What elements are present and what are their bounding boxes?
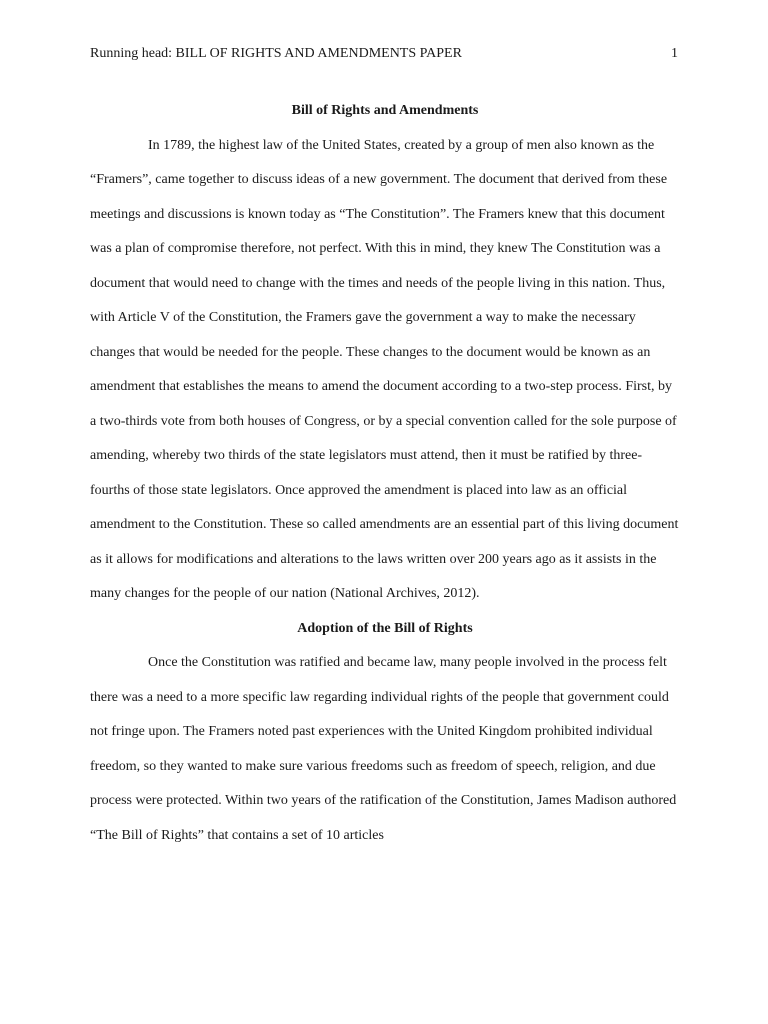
page-number: 1 xyxy=(671,46,678,61)
section-heading-bill-of-rights: Bill of Rights and Amendments xyxy=(291,103,479,118)
section-heading-adoption: Adoption of the Bill of Rights xyxy=(297,620,473,636)
paragraph-adoption: Once the Constitution was ratified and became law, many people involved in the process felt there was a need to a more specific law regarding individual rights of the people that government could not fringe upon. The Framers noted past experiences with the United Kingdom prohibited individual freedom, so they wanted to make sure various freedoms such as freedom of speech, religion, and due process were protected. Within two years of the ratification of the Constitution, James Madison authored “The Bill of Rights” that contains a set of 10 articles xyxy=(90,655,677,843)
running-head: Running head: BILL OF RIGHTS AND AMENDMENTS PAPER xyxy=(90,46,462,61)
document-body xyxy=(90,94,680,853)
page-header xyxy=(90,46,678,66)
paragraph-intro: In 1789, the highest law of the United States, created by a group of men also known as the “Framers”, came together to discuss ideas of a new government. The document that derived from these meetings and discussions is known today as “The Constitution”. The Framers knew that this document was a plan of compromise therefore, not perfect. With this in mind, they knew The Constitution was a document that would need to change with the times and needs of the people living in this nation. Thus, with Article V of the Constitution, the Framers gave the government a way to make the necessary changes that would be needed for the people. These changes to the document would be known as an amendment that establishes the means to amend the document according to a two-step process. First, by a two-thirds vote from both houses of Congress, or by a special convention called for the sole purpose of amending, whereby two thirds of the state legislators must attend, then it must be ratified by three-fourths of those state legislators. Once approved the amendment is placed into law as an official amendment to the Constitution. These so called amendments are an essential part of this living document as it allows for modifications and alterations to the laws written over 200 years ago as it assists in the many changes for the people of our nation (National Archives, 2012). xyxy=(90,137,679,601)
